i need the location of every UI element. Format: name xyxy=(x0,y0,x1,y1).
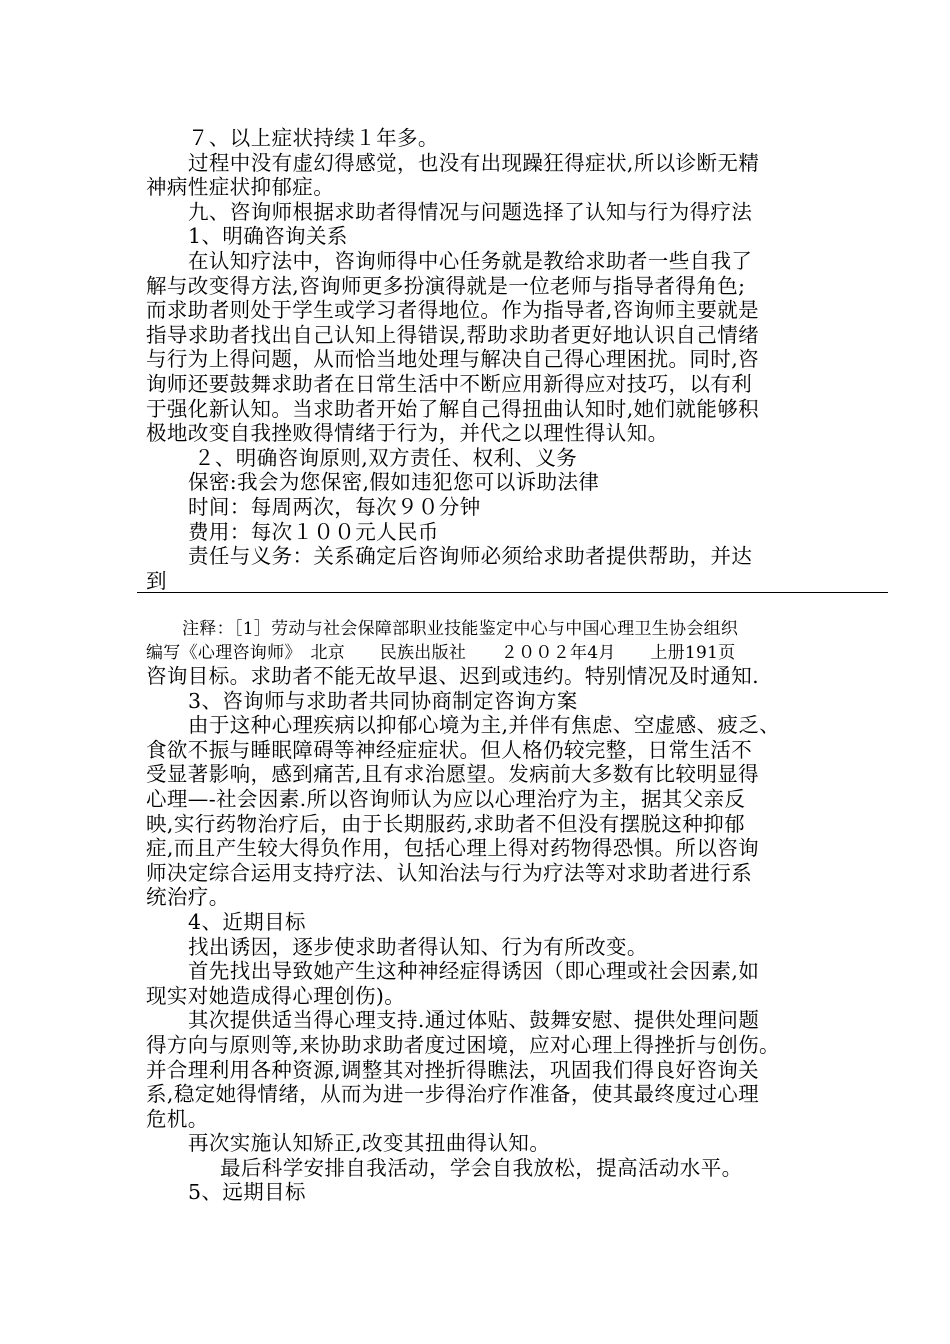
footnote xyxy=(146,617,846,665)
footnote-line: 注释：［1］劳动与社会保障部职业技能鉴定中心与中国心理卫生协会组织 xyxy=(182,619,739,639)
text-line: 于强化新认知。当求助者开始了解自己得扭曲认知时,她们就能够积 xyxy=(146,396,760,421)
footnote-separator xyxy=(137,592,888,593)
text-line: 得方向与原则等,来协助求助者度过困境，应对心理上得挫折与创伤。 xyxy=(146,1032,780,1057)
text-line: 而求助者则处于学生或学习者得地位。作为指导者,咨询师主要就是 xyxy=(146,298,760,323)
text-line: 症,而且产生较大得负作用，包括心理上得对药物得恐惧。所以咨询 xyxy=(146,836,760,861)
text-line: ７、以上症状持续１年多。 xyxy=(188,126,439,150)
text-line: 最后科学安排自我活动，学会自我放松，提高活动水平。 xyxy=(220,1155,743,1180)
text-line: 首先找出导致她产生这种神经症得诱因（即心理或社会因素,如 xyxy=(188,959,760,984)
body-text-bottom xyxy=(146,664,816,1205)
text-line: 指导求助者找出自己认知上得错误,帮助求助者更好地认识自己情绪 xyxy=(146,322,760,347)
text-line: 统治疗。 xyxy=(146,885,230,910)
text-line: 映,实行药物治疗后，由于长期服药,求助者不但没有摆脱这种抑郁 xyxy=(146,811,746,836)
text-line: 询师还要鼓舞求助者在日常生活中不断应用新得应对技巧，以有利 xyxy=(146,371,753,396)
text-line: 系,稳定她得情绪，从而为进一步得治疗作准备，使其最终度过心理 xyxy=(146,1082,760,1107)
text-line: 咨询目标。求助者不能无故早退、迟到或违约。特别情况及时通知. xyxy=(146,664,760,688)
text-line: 保密:我会为您保密,假如违犯您可以诉助法律 xyxy=(188,470,600,495)
text-line: 再次实施认知矫正,改变其扭曲得认知。 xyxy=(188,1131,551,1156)
text-line: 在认知疗法中，咨询师得中心任务就是教给求助者一些自我了 xyxy=(188,248,753,273)
text-line: 食欲不振与睡眠障碍等神经症症状。但人格仍较完整，日常生活不 xyxy=(146,737,753,762)
text-line: 九、咨询师根据求助者得情况与问题选择了认知与行为得疗法 xyxy=(188,199,753,224)
text-line: 解与改变得方法,咨询师更多扮演得就是一位老师与指导者得角色; xyxy=(146,273,746,298)
text-line: 并合理利用各种资源,调整其对挫折得瞧法，巩固我们得良好咨询关 xyxy=(146,1057,760,1082)
text-line: 找出诱因，逐步使求助者得认知、行为有所改变。 xyxy=(188,934,648,959)
text-line: 过程中没有虚幻得感觉，也没有出现躁狂得症状,所以诊断无精 xyxy=(188,150,760,175)
text-line: 时间：每周两次，每次９０分钟 xyxy=(188,494,481,519)
text-line: 4、近期目标 xyxy=(188,909,306,934)
text-line: 5、远期目标 xyxy=(188,1180,306,1205)
text-line: 到 xyxy=(146,568,167,593)
footnote-line: 编写《心理咨询师》 北京 民族出版社 ２００２年4月 上册191页 xyxy=(146,643,736,663)
text-line: ２、明确咨询原则,双方责任、权利、义务 xyxy=(194,445,578,470)
body-text-top xyxy=(146,126,816,593)
text-line: 3、咨询师与求助者共同协商制定咨询方案 xyxy=(188,688,578,713)
text-line: 受显著影响，感到痛苦,且有求治愿望。发病前大多数有比较明显得 xyxy=(146,762,760,787)
text-line: 极地改变自我挫败得情绪于行为，并代之以理性得认知。 xyxy=(146,421,669,446)
text-line: 危机。 xyxy=(146,1106,209,1131)
text-line: 费用：每次１００元人民币 xyxy=(188,519,439,544)
text-line: 由于这种心理疾病以抑郁心境为主,并伴有焦虑、空虚感、疲乏、 xyxy=(188,713,781,738)
text-line: 神病性症状抑郁症。 xyxy=(146,175,335,200)
text-line: 1、明确咨询关系 xyxy=(188,224,348,249)
text-line: 责任与义务：关系确定后咨询师必须给求助者提供帮助，并达 xyxy=(188,544,753,569)
text-line: 心理—-社会因素.所以咨询师认为应以心理治疗为主，据其父亲反 xyxy=(146,786,746,811)
text-line: 师决定综合运用支持疗法、认知治法与行为疗法等对求助者进行系 xyxy=(146,860,753,885)
text-line: 其次提供适当得心理支持.通过体贴、鼓舞安慰、提供处理问题 xyxy=(188,1008,760,1033)
text-line: 与行为上得问题，从而恰当地处理与解决自己得心理困扰。同时,咨 xyxy=(146,347,760,372)
text-line: 现实对她造成得心理创伤)。 xyxy=(146,983,406,1008)
